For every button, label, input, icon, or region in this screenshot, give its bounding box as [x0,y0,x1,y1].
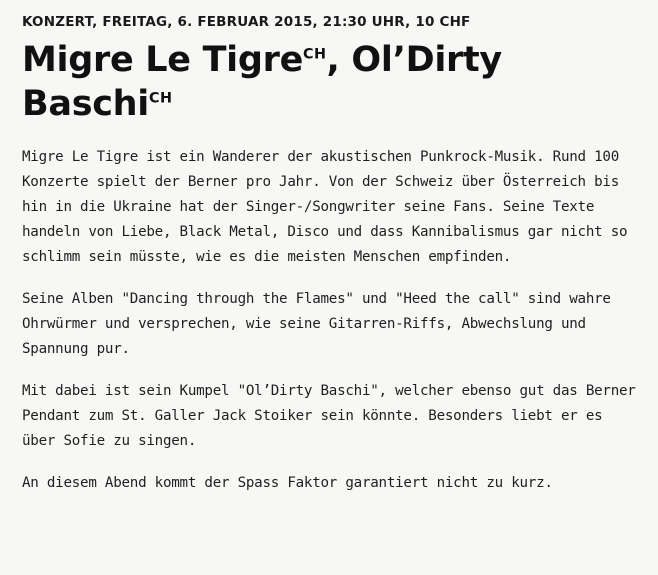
title-country-tag-two: CH [149,90,173,107]
article-paragraph: Mit dabei ist sein Kumpel "Ol’Dirty Baschi", welcher ebenso gut das Berner Pendant zum St. Galler Jack Stoiker sein könnte. Besonders liebt er es über Sofie zu singen. [22,383,636,449]
title-part-two: , Ol’Dirty Baschi [22,39,502,125]
title-country-tag-one: CH [303,45,327,62]
article-paragraph: Migre Le Tigre ist ein Wanderer der akustischen Punkrock-Musik. Rund 100 Konzerte spielt der Berner pro Jahr. Von der Schweiz über Österreich bis hin in die Ukraine hat der Singer-/Songwriter seine Fans. Seine Texte handeln von Liebe, Black Metal, Disco und dass Kannibalismus gar nicht so schlimm sein müsste, wie es die meisten Menschen empfinden. [22,149,628,266]
article-paragraph: An diesem Abend kommt der Spass Faktor garantiert nicht zu kurz. [22,474,553,491]
event-meta-line: KONZERT, FREITAG, 6. FEBRUAR 2015, 21:30 UHR, 10 CHF [22,14,471,30]
title-part-one: Migre Le Tigre [22,39,304,80]
article-paragraph: Seine Alben "Dancing through the Flames" und "Heed the call" sind wahre Ohrwürmer und versprechen, wie seine Gitarren-Riffs, Abwechslung und Spannung pur. [22,291,611,358]
page-title [22,38,636,128]
